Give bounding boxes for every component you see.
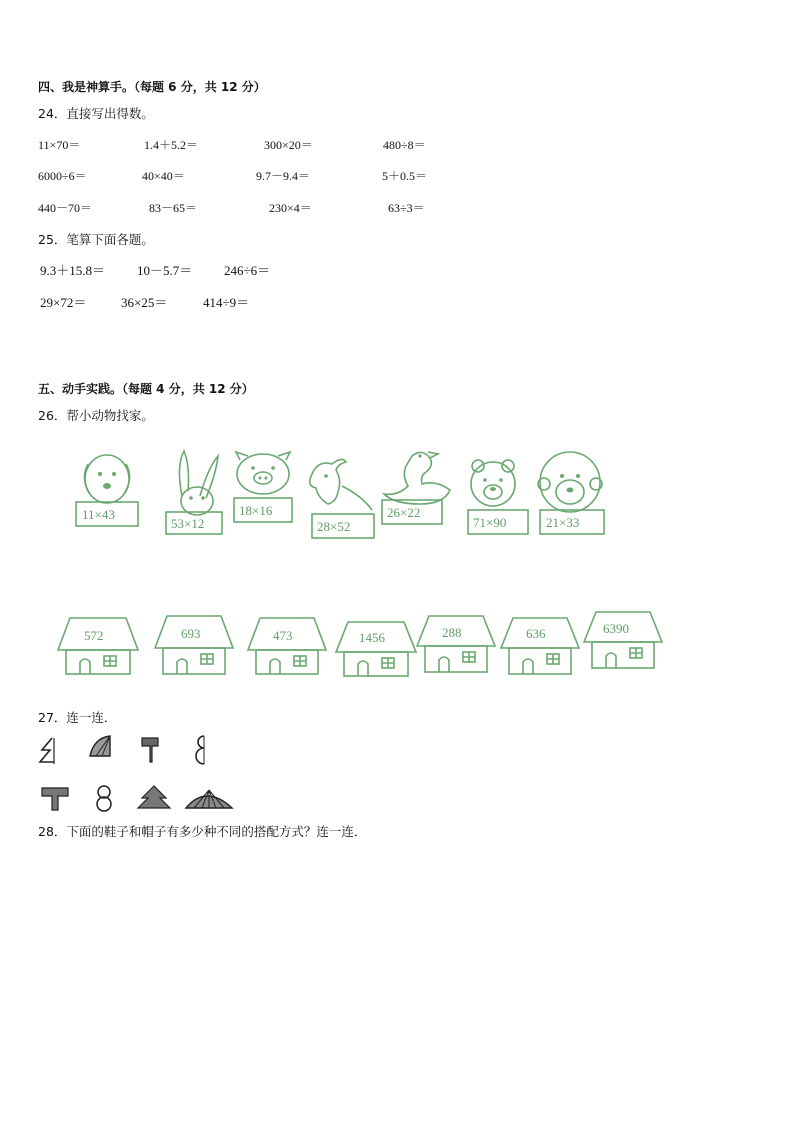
animal-expr: 11×43: [82, 507, 115, 522]
snowman-icon: [97, 786, 111, 811]
calc-item: 300×20＝: [264, 138, 313, 152]
calc-item: 246÷6＝: [224, 263, 271, 278]
monkey-icon: [538, 452, 602, 512]
house-icon: [58, 618, 138, 674]
calc-item: 10－5.7＝: [137, 263, 193, 278]
bear-icon: [471, 460, 515, 506]
rabbit-icon: [179, 451, 218, 515]
calc-item: 440－70＝: [38, 201, 93, 215]
pig-icon: [236, 452, 290, 494]
calc-item: 83－65＝: [149, 201, 198, 215]
mushroom-icon: [42, 788, 68, 810]
question-25-title: 25．笔算下面各题。: [38, 232, 154, 247]
house-number: 572: [84, 628, 104, 643]
calc-item: 414÷9＝: [203, 295, 250, 310]
animals-figure: [60, 446, 660, 550]
goat-icon: [310, 459, 372, 510]
animal-expr: 18×16: [239, 503, 273, 518]
section-5-heading: 五、动手实践。（每题 4 分，共 12 分）: [38, 382, 254, 396]
house-icon: [155, 616, 233, 674]
calc-item: 5＋0.5＝: [382, 169, 428, 183]
house-icon: [248, 618, 326, 674]
animal-expr: 21×33: [546, 515, 580, 530]
calc-item: 1.4＋5.2＝: [144, 138, 199, 152]
dog-icon: [84, 455, 129, 503]
whole-shapes-row: [36, 784, 246, 814]
umbrella-icon: [186, 790, 232, 808]
calc-item: 36×25＝: [121, 295, 168, 310]
house-number: 6390: [603, 621, 629, 636]
calc-item: 9.7－9.4＝: [256, 169, 311, 183]
half-snowman-icon: [196, 736, 204, 764]
half-shapes-row: [36, 732, 236, 772]
animal-expr: 28×52: [317, 519, 351, 534]
calc-item: 63÷3＝: [388, 201, 425, 215]
house-number: 636: [526, 626, 546, 641]
calc-item: 9.3＋15.8＝: [40, 263, 106, 278]
house-number: 473: [273, 628, 293, 643]
animal-expr: 26×22: [387, 505, 421, 520]
tree-icon: [138, 786, 170, 808]
house-number: 288: [442, 625, 462, 640]
calc-item: 29×72＝: [40, 295, 87, 310]
calc-item: 480÷8＝: [383, 138, 426, 152]
half-tree-icon: [40, 738, 54, 764]
calc-item: 230×4＝: [269, 201, 312, 215]
calc-item: 6000÷6＝: [38, 169, 87, 183]
question-24-title: 24．直接写出得数。: [38, 106, 154, 121]
question-27-title: 27．连一连．: [38, 710, 117, 725]
houses-figure: [56, 610, 666, 678]
duck-icon: [384, 452, 450, 504]
half-umbrella-icon: [90, 736, 110, 756]
half-mushroom-icon: [142, 738, 158, 762]
section-4-heading: 四、我是神算手。（每题 6 分，共 12 分）: [38, 80, 266, 94]
animal-expr: 71×90: [473, 515, 507, 530]
calc-item: 40×40＝: [142, 169, 185, 183]
calc-item: 11×70＝: [38, 138, 81, 152]
house-number: 1456: [359, 630, 385, 645]
house-number: 693: [181, 626, 201, 641]
question-28-title: 28．下面的鞋子和帽子有多少种不同的搭配方式？连一连．: [38, 824, 367, 839]
animal-expr: 53×12: [171, 516, 205, 531]
question-26-title: 26．帮小动物找家。: [38, 408, 154, 423]
